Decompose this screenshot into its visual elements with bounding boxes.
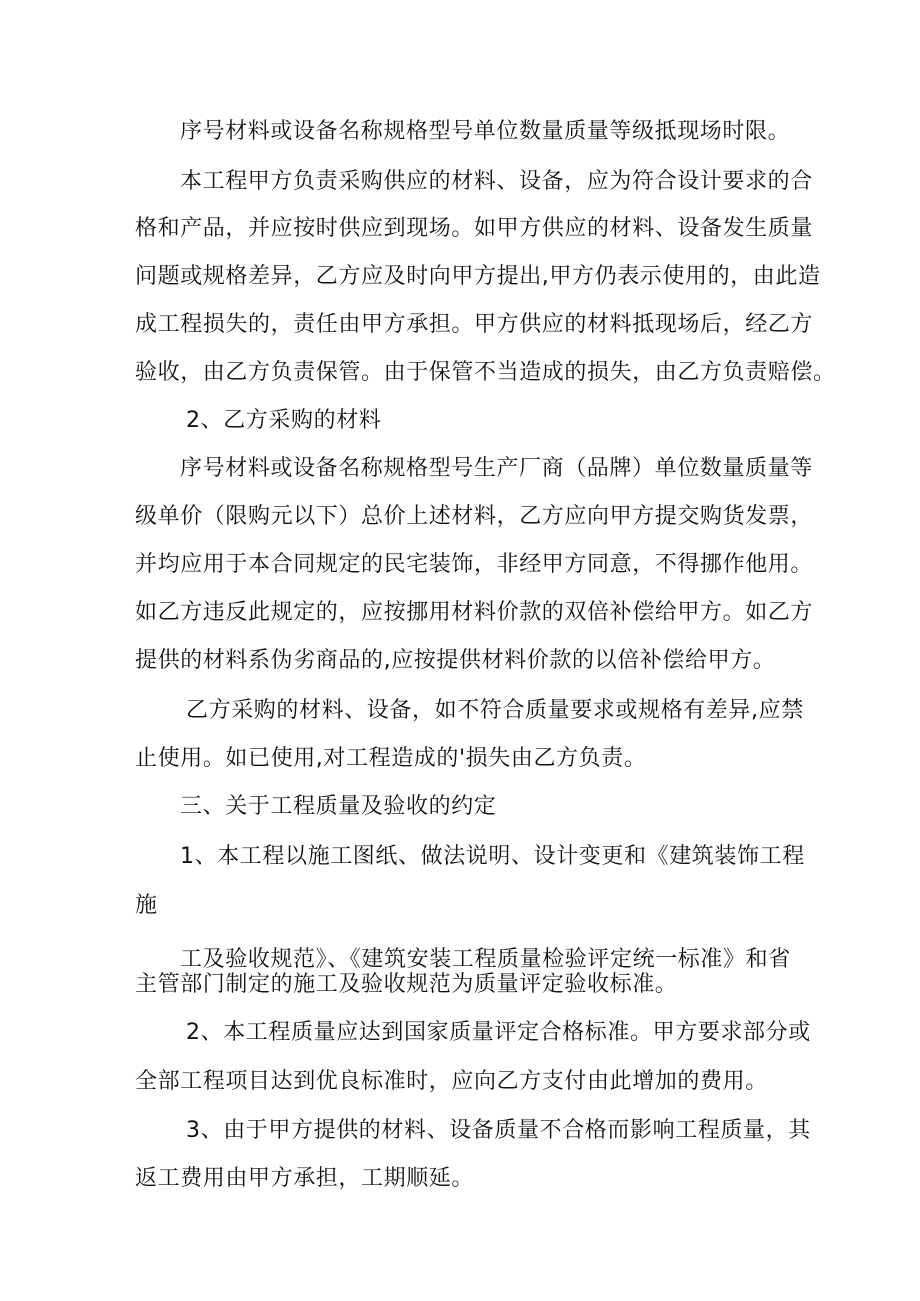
paragraph-line: 序号材料或设备名称规格型号生产厂商（品牌）单位数量质量等: [180, 456, 813, 481]
paragraph-line: 2、本工程质量应达到国家质量评定合格标准。甲方要求部分或: [186, 1020, 811, 1045]
paragraph-line: 主管部门制定的施工及验收规范为质量评定验收标准。: [135, 972, 678, 997]
paragraph-line: 并均应用于本合同规定的民宅装饰，非经甲方同意，不得挪作他用。: [135, 552, 814, 577]
paragraph-line: 工及验收规范》、《建筑安装工程质量检验评定统一标准》和省: [180, 947, 791, 972]
paragraph-line: 成工程损失的，责任由甲方承担。甲方供应的材料抵现场后，经乙方: [135, 312, 814, 337]
section-heading: 2、乙方采购的材料: [186, 408, 382, 433]
paragraph-line: 验收，由乙方负责保管。由于保管不当造成的损失，由乙方负责赔偿。: [135, 360, 836, 385]
paragraph-line: 返工费用由甲方承担，工期顺延。: [135, 1166, 475, 1191]
paragraph-line: 止使用。如已使用,对工程造成的'损失由乙方负责。: [135, 746, 647, 771]
paragraph-line: 提供的材料系伪劣商品的,应按提供材料价款的以倍补偿给甲方。: [135, 648, 776, 673]
paragraph-line: 问题或规格差异，乙方应及时向甲方提出,甲方仍表示使用的，由此造: [135, 264, 821, 289]
paragraph-line: 全部工程项目达到优良标准时，应向乙方支付由此增加的费用。: [135, 1069, 768, 1094]
paragraph-line: 级单价（限购元以下）总价上述材料，乙方应向甲方提交购货发票，: [135, 504, 814, 529]
paragraph-line: 本工程甲方负责采购供应的材料、设备，应为符合设计要求的合: [180, 169, 813, 194]
section-heading: 三、关于工程质量及验收的约定: [180, 794, 497, 819]
paragraph-line: 3、由于甲方提供的材料、设备质量不合格而影响工程质量，其: [186, 1118, 811, 1143]
paragraph-line: 格和产品，并应按时供应到现场。如甲方供应的材料、设备发生质量: [135, 216, 814, 241]
paragraph-line: 如乙方违反此规定的，应按挪用材料价款的双倍补偿给甲方。如乙方: [135, 600, 814, 625]
paragraph-line: 1、本工程以施工图纸、做法说明、设计变更和《建筑装饰工程: [180, 844, 805, 869]
paragraph-line: 施: [135, 893, 158, 918]
paragraph-line: 乙方采购的材料、设备，如不符合质量要求或规格有差异,应禁: [186, 698, 804, 723]
paragraph-line: 序号材料或设备名称规格型号单位数量质量等级抵现场时限。: [180, 119, 791, 144]
